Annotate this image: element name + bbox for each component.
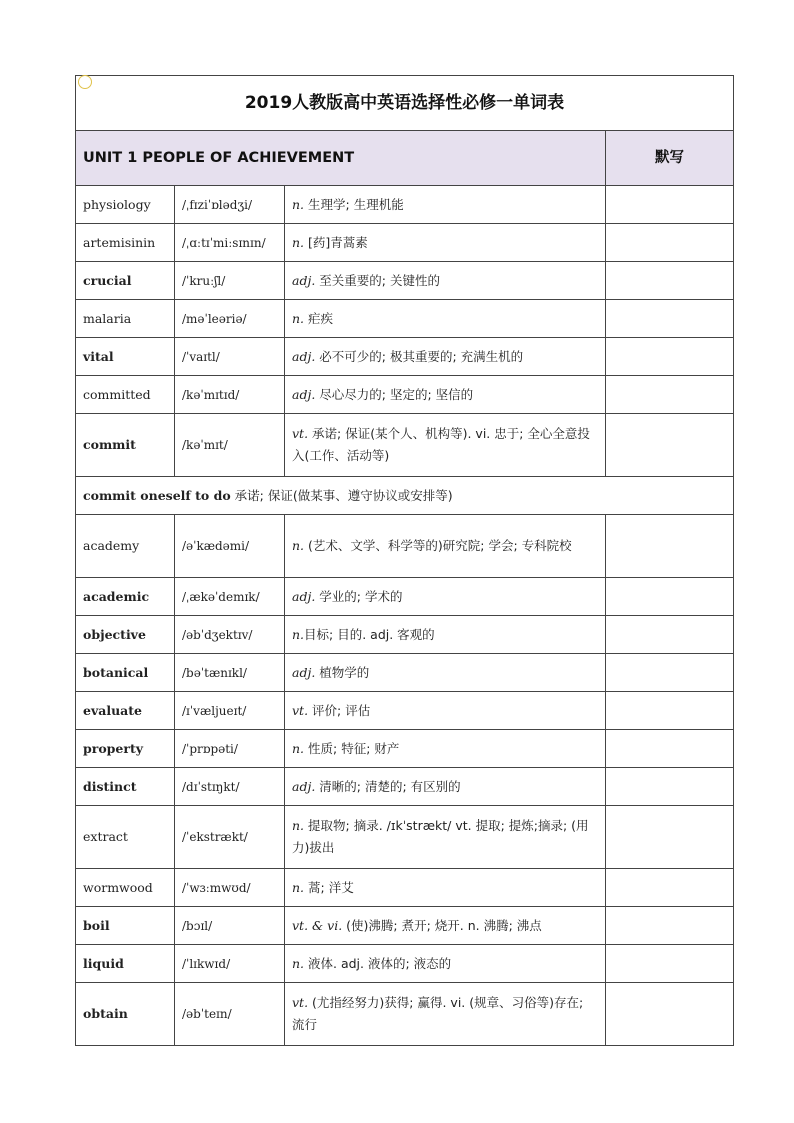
part-of-speech: adj. (292, 588, 316, 604)
dictation-blank[interactable] (606, 262, 734, 300)
word-cell: academic (76, 578, 175, 616)
vocab-row (76, 300, 734, 338)
word-cell: commit (76, 414, 175, 477)
phonetic-cell: /ˌfɪziˈɒlədʒi/ (175, 186, 285, 224)
part-of-speech: vt. (292, 702, 309, 718)
definition-text: (使)沸腾; 煮开; 烧开. n. 沸腾; 沸点 (342, 917, 542, 933)
part-of-speech: n. (292, 234, 305, 250)
dictation-blank[interactable] (606, 907, 734, 945)
definition-text: 蒿; 洋艾 (304, 879, 354, 895)
definition-cell (285, 376, 606, 414)
phonetic-cell: /dɪˈstɪŋkt/ (175, 768, 285, 806)
word-cell: distinct (76, 768, 175, 806)
definition-text: (艺术、文学、科学等的)研究院; 学会; 专科院校 (304, 538, 572, 553)
definition-cell (285, 983, 606, 1046)
definition-cell (285, 262, 606, 300)
dictation-blank[interactable] (606, 692, 734, 730)
phrase-definition: 承诺; 保证(做某事、遵守协议或安排等) (230, 487, 453, 503)
part-of-speech: adj. (292, 272, 316, 288)
unit-title: UNIT 1 PEOPLE OF ACHIEVEMENT (76, 131, 606, 186)
phonetic-cell: /ˌɑːtɪˈmiːsɪnɪn/ (175, 224, 285, 262)
phonetic-cell: /ˈlɪkwɪd/ (175, 945, 285, 983)
definition-cell (285, 869, 606, 907)
vocab-row (76, 515, 734, 578)
part-of-speech: n. (292, 538, 305, 553)
dictation-blank[interactable] (606, 945, 734, 983)
part-of-speech: n. (292, 740, 305, 756)
definition-text: 液体. adj. 液体的; 液态的 (304, 955, 452, 971)
vocab-row (76, 338, 734, 376)
word-cell: vital (76, 338, 175, 376)
definition-text: 目标; 目的. adj. 客观的 (304, 626, 435, 642)
definition-text: 评价; 评估 (308, 702, 371, 718)
dictation-blank[interactable] (606, 806, 734, 869)
dictation-blank[interactable] (606, 730, 734, 768)
definition-text: [药]青蒿素 (304, 234, 368, 250)
part-of-speech: vt. (292, 426, 309, 441)
word-cell: property (76, 730, 175, 768)
definition-cell (285, 692, 606, 730)
phonetic-cell: /bəˈtænɪkl/ (175, 654, 285, 692)
vocab-row (76, 414, 734, 477)
vocab-row (76, 945, 734, 983)
phonetic-cell: /əbˈdʒektɪv/ (175, 616, 285, 654)
phonetic-cell: /ɪˈvæljueɪt/ (175, 692, 285, 730)
part-of-speech: n. (292, 879, 305, 895)
definition-cell (285, 338, 606, 376)
vocab-row (76, 730, 734, 768)
part-of-speech: vt. & vi. (292, 917, 343, 933)
definition-text: 尽心尽力的; 坚定的; 坚信的 (315, 386, 474, 402)
phrase-cell (76, 477, 734, 515)
dictation-blank[interactable] (606, 616, 734, 654)
vocab-row (76, 692, 734, 730)
vocab-row (76, 262, 734, 300)
phonetic-cell: /ˈprɒpəti/ (175, 730, 285, 768)
definition-cell (285, 616, 606, 654)
word-cell: evaluate (76, 692, 175, 730)
word-cell: boil (76, 907, 175, 945)
phonetic-cell: /məˈleəriə/ (175, 300, 285, 338)
word-cell: extract (76, 806, 175, 869)
dictation-blank[interactable] (606, 186, 734, 224)
dictation-blank[interactable] (606, 983, 734, 1046)
definition-cell (285, 186, 606, 224)
definition-text: 生理学; 生理机能 (304, 196, 404, 212)
dictation-blank[interactable] (606, 224, 734, 262)
definition-text: 承诺; 保证(某个人、机构等). vi. 忠于; 全心全意投入(工作、活动等) (292, 426, 590, 463)
phonetic-cell: /ˈkruːʃl/ (175, 262, 285, 300)
phrase-text: commit oneself to do (83, 487, 231, 503)
word-cell: wormwood (76, 869, 175, 907)
page-anchor-icon (78, 75, 92, 89)
definition-cell (285, 768, 606, 806)
dictation-blank[interactable] (606, 515, 734, 578)
vocab-row (76, 186, 734, 224)
word-cell: committed (76, 376, 175, 414)
definition-cell (285, 300, 606, 338)
part-of-speech: n. (292, 818, 305, 833)
phonetic-cell: /ˈekstrækt/ (175, 806, 285, 869)
vocab-row (76, 983, 734, 1046)
part-of-speech: adj. (292, 386, 316, 402)
vocab-row (76, 768, 734, 806)
part-of-speech: adj. (292, 348, 316, 364)
definition-cell (285, 414, 606, 477)
phonetic-cell: /əbˈteɪn/ (175, 983, 285, 1046)
dictation-blank[interactable] (606, 300, 734, 338)
definition-text: 疟疾 (304, 310, 334, 326)
definition-cell (285, 730, 606, 768)
definition-cell (285, 578, 606, 616)
definition-text: 清晰的; 清楚的; 有区别的 (315, 778, 461, 794)
phonetic-cell: /ˈvaɪtl/ (175, 338, 285, 376)
part-of-speech: n. (292, 196, 305, 212)
definition-cell (285, 224, 606, 262)
vocab-row (76, 654, 734, 692)
document-title: 2019人教版高中英语选择性必修一单词表 (76, 76, 734, 131)
dictation-header: 默写 (606, 131, 734, 186)
definition-cell (285, 907, 606, 945)
dictation-blank[interactable] (606, 768, 734, 806)
definition-text: 提取物; 摘录. /ɪkˈstrækt/ vt. 提取; 提炼;摘录; (用力)拔出 (292, 818, 589, 855)
dictation-blank[interactable] (606, 869, 734, 907)
dictation-blank[interactable] (606, 414, 734, 477)
vocab-row (76, 806, 734, 869)
definition-cell (285, 806, 606, 869)
definition-cell (285, 654, 606, 692)
vocab-row (76, 578, 734, 616)
definition-text: 植物学的 (315, 664, 370, 680)
phonetic-cell: /ˌækəˈdemɪk/ (175, 578, 285, 616)
part-of-speech: n. (292, 955, 305, 971)
phonetic-cell: /bɔɪl/ (175, 907, 285, 945)
vocab-row (76, 907, 734, 945)
part-of-speech: adj. (292, 664, 316, 680)
vocab-row (76, 869, 734, 907)
definition-text: (尤指经努力)获得; 赢得. vi. (规章、习俗等)存在; 流行 (292, 995, 584, 1032)
vocab-row (76, 376, 734, 414)
dictation-blank[interactable] (606, 338, 734, 376)
vocab-row (76, 224, 734, 262)
part-of-speech: vt. (292, 995, 309, 1010)
part-of-speech: adj. (292, 778, 316, 794)
part-of-speech: n. (292, 626, 305, 642)
definition-text: 必不可少的; 极其重要的; 充满生机的 (315, 348, 524, 364)
dictation-blank[interactable] (606, 654, 734, 692)
word-cell: objective (76, 616, 175, 654)
word-cell: academy (76, 515, 175, 578)
word-cell: botanical (76, 654, 175, 692)
word-cell: crucial (76, 262, 175, 300)
word-cell: obtain (76, 983, 175, 1046)
definition-cell (285, 515, 606, 578)
definition-cell (285, 945, 606, 983)
vocabulary-table (75, 75, 734, 1046)
word-cell: artemisinin (76, 224, 175, 262)
word-cell: malaria (76, 300, 175, 338)
word-cell: liquid (76, 945, 175, 983)
definition-text: 性质; 特征; 财产 (304, 740, 400, 756)
definition-text: 学业的; 学术的 (315, 588, 403, 604)
dictation-blank[interactable] (606, 578, 734, 616)
vocab-row (76, 477, 734, 515)
word-cell: physiology (76, 186, 175, 224)
dictation-blank[interactable] (606, 376, 734, 414)
definition-text: 至关重要的; 关键性的 (315, 272, 440, 288)
phonetic-cell: /kəˈmɪtɪd/ (175, 376, 285, 414)
phonetic-cell: /ˈwɜːmwʊd/ (175, 869, 285, 907)
phonetic-cell: /kəˈmɪt/ (175, 414, 285, 477)
phonetic-cell: /əˈkædəmi/ (175, 515, 285, 578)
vocab-row (76, 616, 734, 654)
part-of-speech: n. (292, 310, 305, 326)
